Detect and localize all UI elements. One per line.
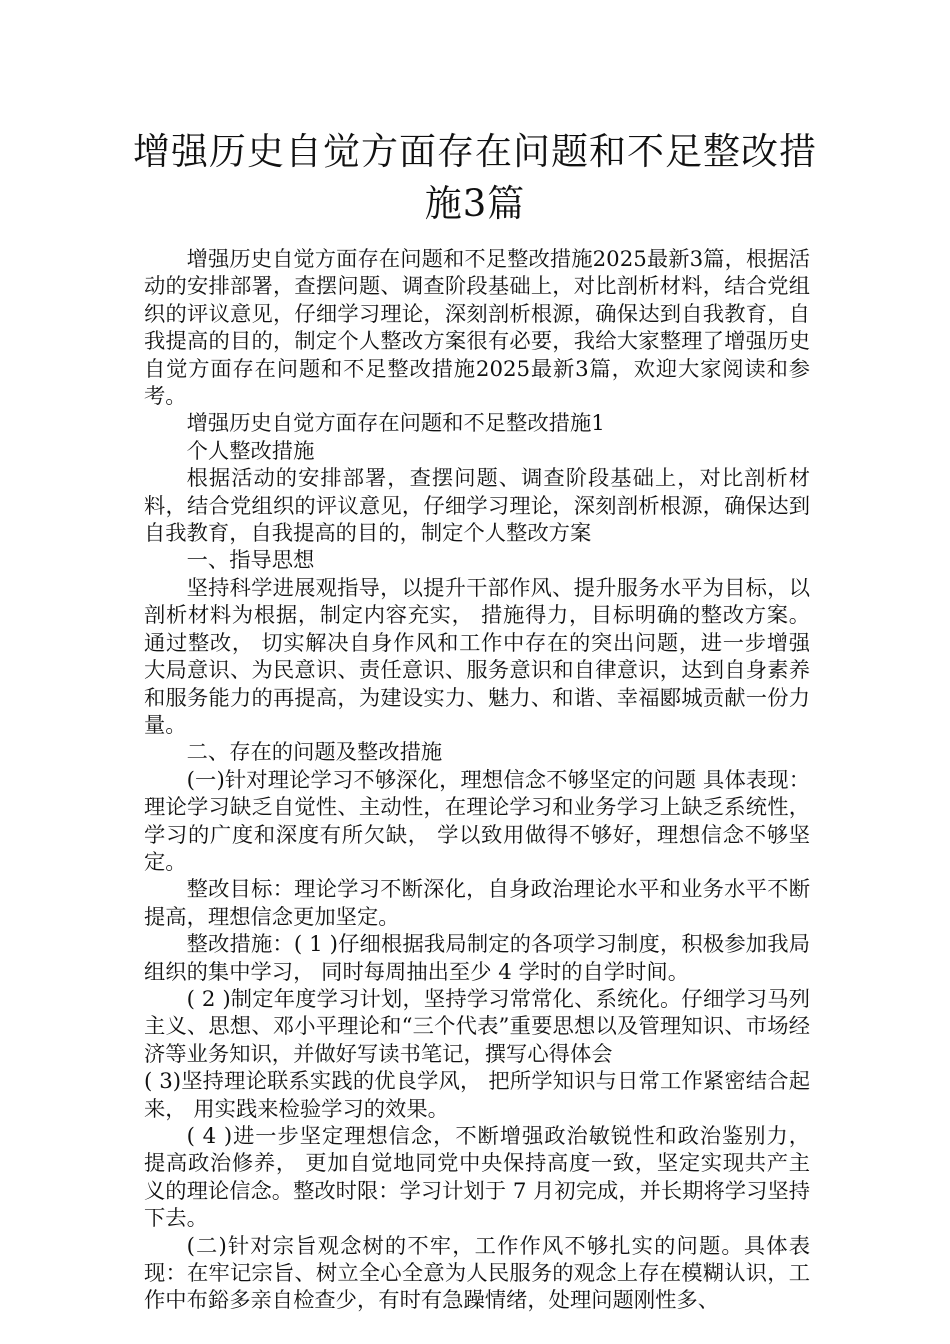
document-body (144, 246, 810, 1315)
paragraph-goal: 整改目标：理论学习不断深化，自身政治理论水平和业务水平不断提高，理想信念更加坚定。 (144, 877, 810, 930)
subheading-personal-measures: 个人整改措施 (186, 438, 315, 464)
title-line-2: 施3篇 (424, 182, 526, 225)
paragraph-guiding-thought: 坚持科学进展观指导，以提升干部作风、提升服务水平为目标，以剖析材料为根据，制定内容充实， 措施得力，目标明确的整改方案。 通过整改， 切实解决自身作风和工作中存在的突出问题，进一步增强大局意识、为民意识、责任意识、服务意识和自律意识，达到自身素养和服务能力的再提高，为建设实力、魅力、和谐、幸福郾城贡献一份力量。 (144, 575, 810, 738)
intro-paragraph: 增强历史自觉方面存在问题和不足整改措施2025最新3篇，根据活动的安排部署，查摆问题、调查阶段基础上，对比剖析材料，结合党组织的评议意见，仔细学习理论，深刻剖析根源，确保达到自我教育，自我提高的目的，制定个人整改方案很有必要，我给大家整理了增强历史自觉方面存在问题和不足整改措施2025最新3篇，欢迎大家阅读和参考。 (144, 247, 810, 410)
document-title (90, 126, 860, 230)
paragraph-measure-1: 整改措施：( 1 )仔细根据我局制定的各项学习制度，积极参加我局组织的集中学习， 同时每周抽出至少 4 学时的自学时间。 (144, 932, 810, 985)
section-heading-1: 增强历史自觉方面存在问题和不足整改措施1 (186, 411, 605, 437)
heading-guiding-thought: 一、指导思想 (186, 548, 315, 574)
paragraph-problem-2: (二)针对宗旨观念树的不牢，工作作风不够扎实的问题。具体表现：在牢记宗旨、树立全心全意为人民服务的观念上存在模糊认识，工作中布鋊多亲自检查少，有时有急躁情绪，处理问题刚性多、 (144, 1233, 810, 1314)
paragraph-basis: 根据活动的安排部署，查摆问题、调查阶段基础上，对比剖析材料，结合党组织的评议意见，仔细学习理论，深刻剖析根源，确保达到自我教育，自我提高的目的，制定个人整改方案 (144, 466, 810, 547)
paragraph-measure-2: ( 2 )制定年度学习计划，坚持学习常常化、系统化。仔细学习马列主义、思想、邓小平理论和“三个代表”重要思想以及管理知识、市场经济等业务知识，并做好写读书笔记，撰写心得体会 (144, 986, 810, 1067)
paragraph-measure-3: ( 3)坚持理论联系实践的优良学风， 把所学知识与日常工作紧密结合起来， 用实践来检验学习的效果。 (144, 1069, 810, 1122)
paragraph-measure-4: ( 4 )进一步坚定理想信念，不断增强政治敏锐性和政治鉴别力， 提高政治修养， 更加自觉地同党中央保持高度一致，坚定实现共产主义的理论信念。整改时限：学习计划于 7 月初完成，并长期将学习坚持下去。 (144, 1124, 810, 1232)
title-line-1: 增强历史自觉方面存在问题和不足整改措 (133, 130, 817, 173)
heading-problems: 二、存在的问题及整改措施 (186, 740, 443, 766)
paragraph-problem-1: (一)针对理论学习不够深化，理想信念不够坚定的问题 具体表现：理论学习缺乏自觉性、主动性，在理论学习和业务学习上缺乏系统性，学习的广度和深度有所欠缺， 学以致用做得不够好，理想信念不够坚定。 (144, 767, 810, 875)
